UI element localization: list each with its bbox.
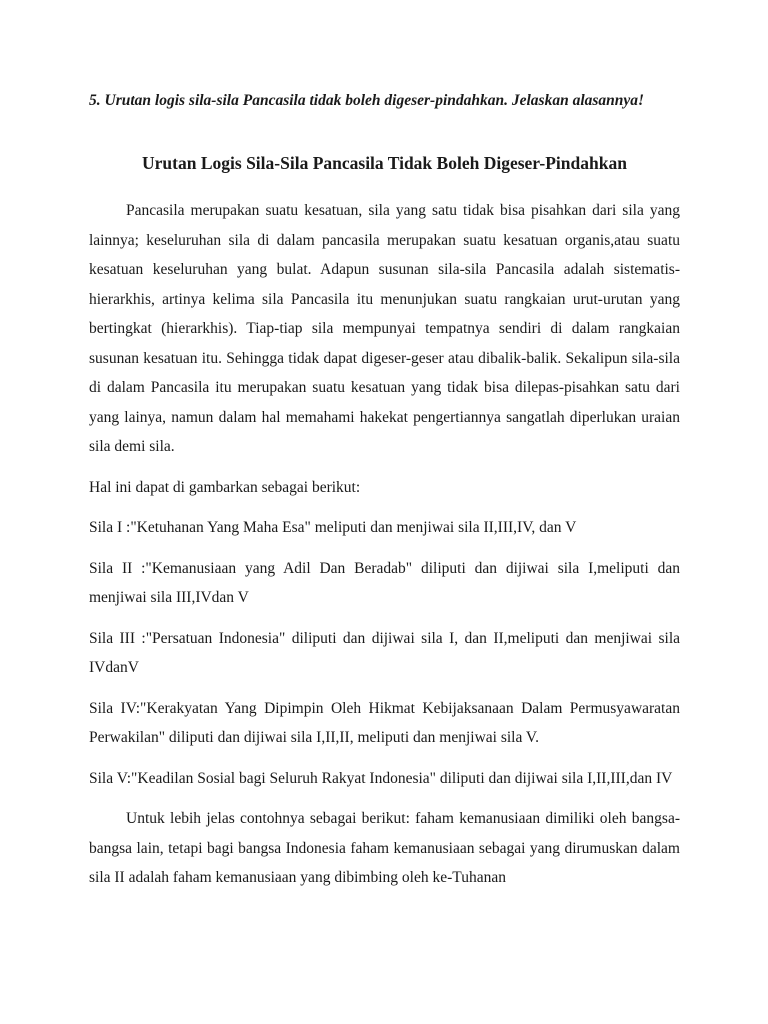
sila-4-item: Sila IV:"Kerakyatan Yang Dipimpin Oleh Hikmat Kebijaksanaan Dalam Permusyawaratan Perwakilan" diliputi dan dijiwai sila I,II,II, meliputi dan menjiwai sila V.: [89, 699, 680, 746]
paragraph-intro: Pancasila merupakan suatu kesatuan, sila yang satu tidak bisa pisahkan dari sila yang lainnya; keseluruhan sila di dalam pancasila merupakan suatu kesatuan organis,atau suatu kesatuan keseluruhan yang bulat. Adapun susunan sila-sila Pancasila adalah sistematis-hierarkhis, artinya kelima sila Pancasila itu menunjukan suatu rangkaian urut-urutan yang bertingkat (hierarkhis). Tiap-tiap sila mempunyai tempatnya sendiri di dalam rangkaian susunan kesatuan itu. Sehingga tidak dapat digeser-geser atau dibalik-balik. Sekalipun sila-sila di dalam Pancasila itu merupakan suatu kesatuan yang tidak bisa dilepas-pisahkan satu dari yang lainya, namun dalam hal memahami hakekat pengertiannya sangatlah diperlukan uraian sila demi sila.: [89, 202, 680, 455]
paragraph-example: Untuk lebih jelas contohnya sebagai berikut: faham kemanusiaan dimiliki oleh bangsa-bangsa lain, tetapi bagi bangsa Indonesia faham kemanusiaan sebagai yang dirumuskan dalam sila II adalah faham kemanusiaan yang dibimbing oleh ke-Tuhanan: [89, 810, 680, 886]
sila-5-item: Sila V:"Keadilan Sosial bagi Seluruh Rakyat Indonesia" diliputi dan dijiwai sila I,II,III,dan IV: [89, 769, 673, 787]
section-title: Urutan Logis Sila-Sila Pancasila Tidak Boleh Digeser-Pindahkan: [142, 153, 627, 173]
sila-2-item: Sila II :"Kemanusiaan yang Adil Dan Beradab" diliputi dan dijiwai sila I,meliputi dan menjiwai sila III,IVdan V: [89, 559, 680, 606]
question-heading: 5. Urutan logis sila-sila Pancasila tidak boleh digeser-pindahkan. Jelaskan alasannya!: [89, 92, 645, 109]
sila-3-item: Sila III :"Persatuan Indonesia" diliputi dan dijiwai sila I, dan II,meliputi dan menjiwai sila IVdanV: [89, 629, 680, 676]
sila-1-item: Sila I :"Ketuhanan Yang Maha Esa" meliputi dan menjiwai sila II,III,IV, dan V: [89, 519, 577, 536]
body-text: [89, 196, 680, 893]
paragraph-lead: Hal ini dapat di gambarkan sebagai berikut:: [89, 478, 361, 496]
